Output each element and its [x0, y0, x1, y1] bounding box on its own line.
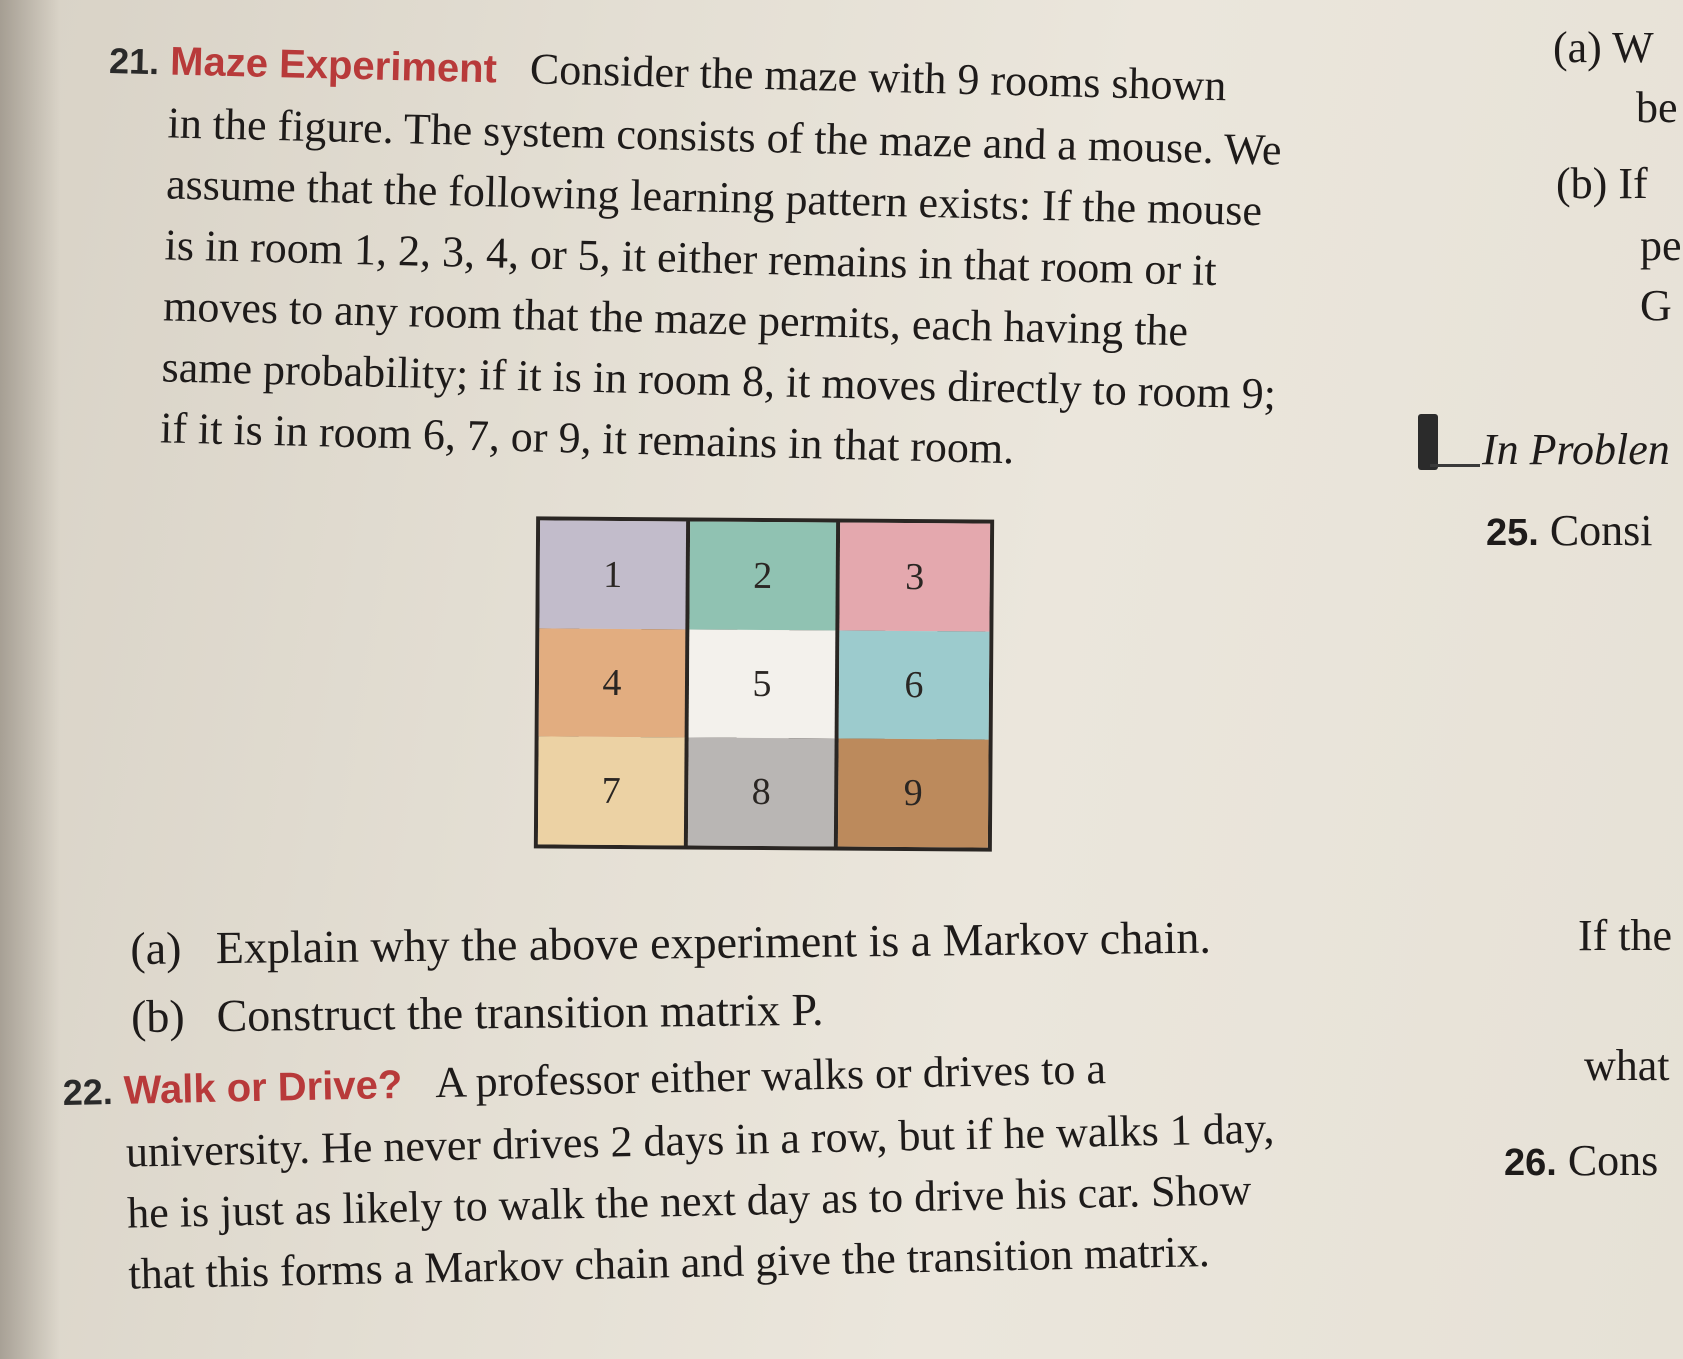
section-heading: In Problen — [1482, 425, 1670, 474]
problem-text-line: university. He never drives 2 days in a row, but if he walks 1 day, — [125, 1103, 1275, 1177]
room-label: 8 — [751, 770, 771, 814]
problem-text-line: is in room 1, 2, 3, 4, or 5, it either remains in that room or it — [164, 220, 1218, 296]
problem-text-line: that this forms a Markov chain and give the transition matrix. — [127, 1227, 1211, 1299]
room-label: 3 — [905, 555, 925, 599]
problem-25 — [1486, 505, 1653, 556]
part-text: Explain why the above experiment is a Markov chain. — [215, 911, 1212, 974]
right-col-text: G — [1640, 281, 1672, 330]
part-text: Construct the transition matrix P. — [216, 983, 824, 1042]
right-col-text: be — [1636, 83, 1678, 132]
problem-text: Cons — [1567, 1136, 1659, 1185]
problem-title: Walk or Drive? — [123, 1062, 403, 1113]
right-col-text: If the — [1578, 911, 1673, 960]
part-label: (b) — [130, 990, 185, 1042]
problem-26 — [1504, 1135, 1658, 1186]
maze-figure — [534, 516, 994, 851]
part-text: W — [1612, 23, 1654, 72]
maze-room-8 — [688, 737, 839, 846]
maze-room-2 — [689, 521, 840, 630]
problem-text-line: moves to any room that the maze permits, each having the — [162, 281, 1189, 356]
right-col-text: what — [1584, 1041, 1670, 1090]
problem-text-line: Consider the maze with 9 rooms shown — [529, 44, 1227, 111]
problem-21-parts — [130, 904, 1212, 1051]
right-col-text: pe — [1640, 221, 1682, 270]
maze-room-9 — [838, 739, 989, 848]
part-text: If — [1618, 159, 1648, 208]
problem-text-line: in the figure. The system consists of the maze and a mouse. We — [167, 98, 1283, 175]
page-binding-shadow — [0, 0, 60, 1359]
maze-room-6 — [839, 631, 990, 740]
room-label: 4 — [602, 661, 622, 705]
problem-text-line: if it is in room 6, 7, or 9, it remains in that room. — [159, 403, 1015, 474]
part-label: (a) — [1553, 23, 1602, 72]
maze-room-3 — [839, 523, 990, 632]
divider — [1430, 464, 1480, 467]
problem-text-line: he is just as likely to walk the next day as to drive his car. Show — [126, 1165, 1252, 1238]
problem-text: Consi — [1549, 506, 1653, 555]
room-label: 9 — [903, 771, 923, 815]
maze-room-1 — [539, 520, 690, 629]
problem-number: 25. — [1486, 512, 1539, 554]
maze-room-4 — [539, 628, 690, 737]
problem-number: 22. — [62, 1070, 114, 1113]
problem-text-line: A professor either walks or drives to a — [434, 1044, 1107, 1108]
right-col-a — [1553, 22, 1654, 73]
problem-title: Maze Experiment — [169, 39, 498, 92]
part-a — [130, 904, 1211, 983]
part-label: (a) — [130, 922, 182, 974]
room-label: 1 — [603, 553, 623, 597]
problem-number: 21. — [108, 39, 160, 83]
problem-text-line: same probability; if it is in room 8, it moves directly to room 9; — [161, 342, 1277, 419]
room-label: 7 — [601, 769, 621, 813]
room-label: 2 — [753, 554, 773, 598]
maze-room-7 — [538, 736, 689, 845]
right-col-b — [1556, 158, 1648, 209]
room-label: 5 — [752, 662, 772, 706]
problem-text-line: assume that the following learning pattern exists: If the mouse — [165, 159, 1263, 236]
bookmark-icon — [1418, 414, 1438, 470]
problem-number: 26. — [1504, 1142, 1557, 1184]
maze-room-5 — [689, 629, 840, 738]
room-label: 6 — [904, 663, 924, 707]
part-label: (b) — [1556, 159, 1608, 208]
problem-21 — [100, 28, 1385, 488]
problem-22 — [62, 1032, 1412, 1306]
